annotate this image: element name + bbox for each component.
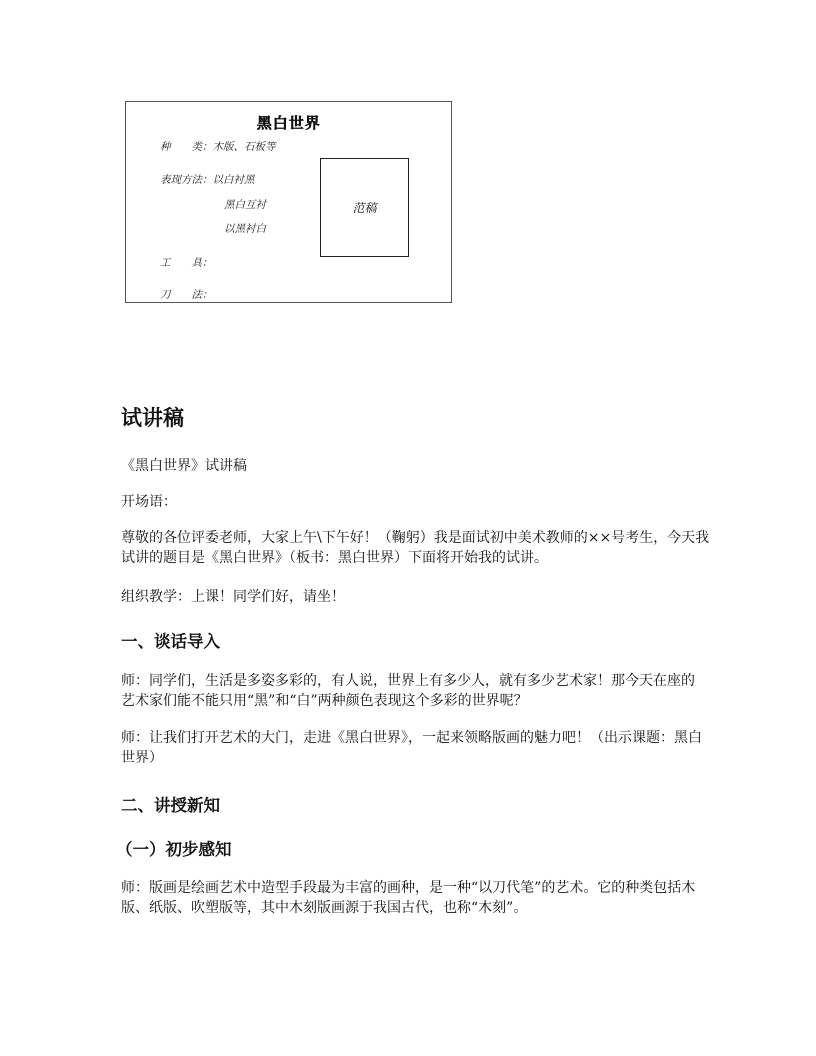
organize-text: 组织教学：上课！同学们好，请坐！ bbox=[121, 589, 345, 605]
draft-label: 范稿 bbox=[352, 201, 377, 215]
section1-paragraph-1: 师：同学们，生活是多姿多彩的，有人说，世界上有多少人，就有多少艺术家！那今天在座的艺术家们能不能只用“黑”和“白”两种颜色表现这个多彩的世界呢？ bbox=[121, 673, 695, 709]
board-row-value: 木版、石板等 bbox=[212, 141, 276, 153]
section-heading: 一、谈话导入 bbox=[121, 632, 220, 651]
subsection-heading: （一）初步感知 bbox=[116, 840, 232, 859]
opening-text: 尊敬的各位评委老师，大家上午\下午好！（鞠躬）我是面试初中美术教师的××号考生，今天我试讲的题目是《黑白世界》（板书：黑白世界）下面将开始我的试讲。 bbox=[121, 530, 710, 566]
board-row-label: 刀 法： bbox=[160, 289, 213, 301]
board-row-method-3 bbox=[224, 221, 266, 236]
section1-paragraph-2: 师：让我们打开艺术的大门，走进《黑白世界》，一起来领略版画的魅力吧！（出示课题：黑白世界） bbox=[121, 730, 702, 766]
page-title: 试讲稿 bbox=[121, 406, 184, 430]
blackboard-design bbox=[125, 101, 452, 303]
doc-subtitle: 《黑白世界》试讲稿 bbox=[121, 458, 247, 474]
opening-label: 开场语： bbox=[121, 494, 177, 510]
board-row-value: 以白衬黑 bbox=[212, 174, 255, 186]
board-row-method-2 bbox=[224, 197, 266, 212]
draft-sample-box bbox=[320, 158, 409, 257]
board-row-label: 种 类： bbox=[160, 141, 213, 153]
board-row-label: 工 具： bbox=[160, 257, 213, 269]
subsection1-paragraph-1: 师：版画是绘画艺术中造型手段最为丰富的画种，是一种“以刀代笔”的艺术。它的种类包括木版、纸版、吹塑版等，其中木刻版画源于我国古代，也称“木刻”。 bbox=[121, 880, 696, 916]
board-row-value: 黑白互衬 bbox=[224, 199, 266, 211]
board-row-type bbox=[160, 139, 276, 154]
board-row-method bbox=[160, 172, 255, 187]
board-row-knife bbox=[160, 287, 213, 302]
board-title: 黑白世界 bbox=[256, 114, 321, 132]
board-row-tools bbox=[160, 255, 213, 270]
board-row-value: 以黑衬白 bbox=[224, 223, 266, 235]
section-heading: 二、讲授新知 bbox=[121, 796, 220, 815]
board-row-label: 表现方法： bbox=[160, 174, 213, 186]
